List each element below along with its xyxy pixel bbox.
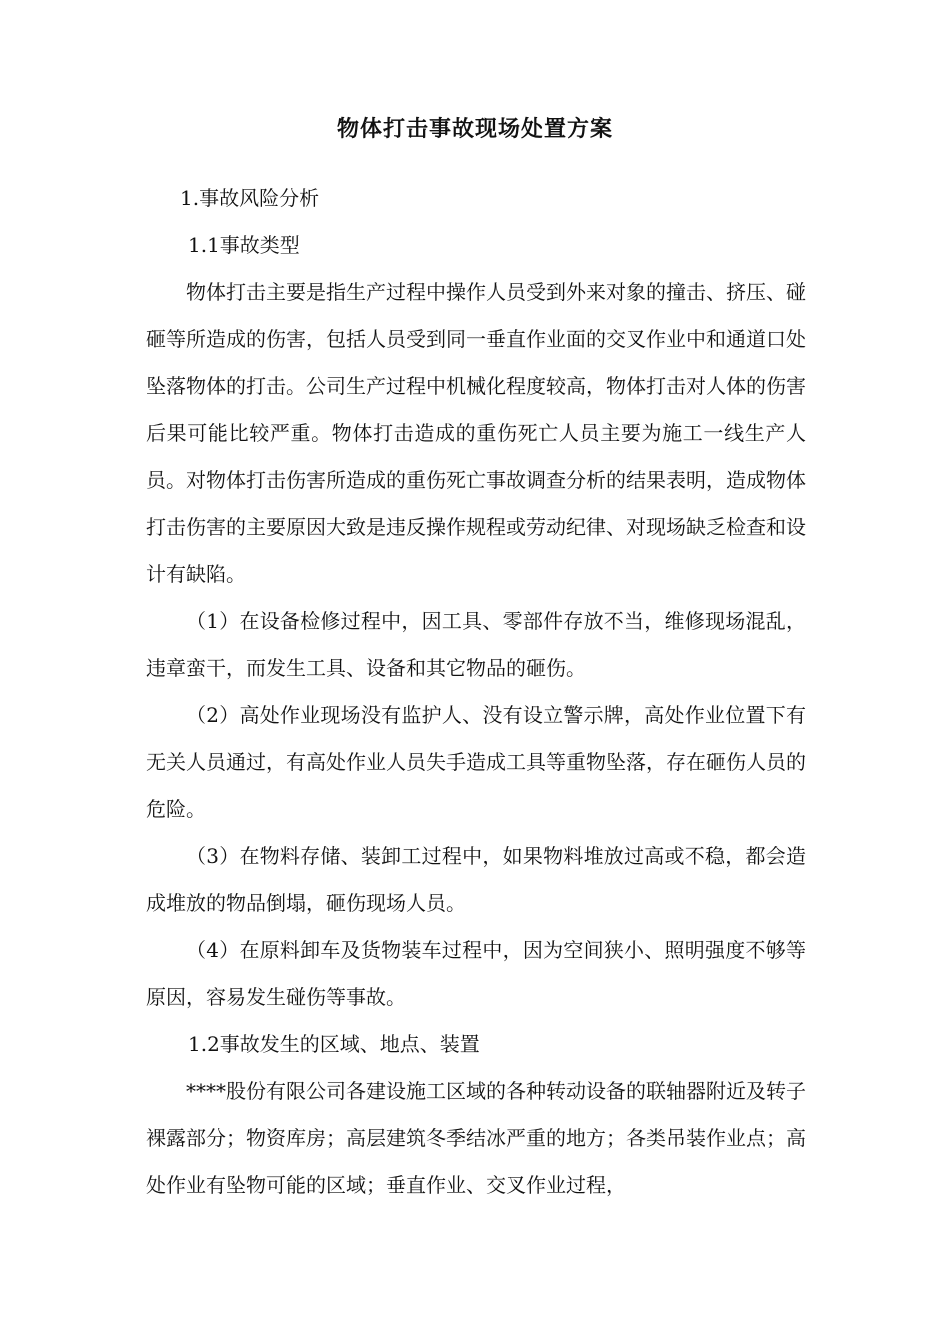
section-heading-1: 1.事故风险分析	[180, 186, 320, 210]
paragraph-areas: ****股份有限公司各建设施工区域的各种转动设备的联轴器附近及转子裸露部分；物资库房；高层建筑冬季结冰严重的地方；各类吊装作业点；高处作业有坠物可能的区域；垂直作业、交叉作业过程，	[146, 1079, 806, 1197]
paragraph-item-3: （3）在物料存储、装卸工过程中，如果物料堆放过高或不稳，都会造成堆放的物品倒塌，砸伤现场人员。	[146, 844, 806, 915]
paragraph-item-1: （1）在设备检修过程中，因工具、零部件存放不当，维修现场混乱，违章蛮干，而发生工具、设备和其它物品的砸伤。	[146, 609, 806, 680]
document-title: 物体打击事故现场处置方案	[336, 117, 613, 142]
subsection-heading-1-2: 1.2事故发生的区域、地点、装置	[188, 1032, 480, 1056]
document-body	[146, 175, 806, 1209]
paragraph-item-2: （2）高处作业现场没有监护人、没有设立警示牌，高处作业位置下有无关人员通过，有高处作业人员失手造成工具等重物坠落，存在砸伤人员的危险。	[146, 703, 806, 821]
paragraph-item-4: （4）在原料卸车及货物装车过程中，因为空间狭小、照明强度不够等原因，容易发生碰伤等事故。	[146, 938, 806, 1009]
subsection-heading-1-1: 1.1事故类型	[188, 233, 300, 257]
paragraph-accident-type: 物体打击主要是指生产过程中操作人员受到外来对象的撞击、挤压、碰砸等所造成的伤害，包括人员受到同一垂直作业面的交叉作业中和通道口处坠落物体的打击。公司生产过程中机械化程度较高，物体打击对人体的伤害后果可能比较严重。物体打击造成的重伤死亡人员主要为施工一线生产人员。对物体打击伤害所造成的重伤死亡事故调查分析的结果表明，造成物体打击伤害的主要原因大致是违反操作规程或劳动纪律、对现场缺乏检查和设计有缺陷。	[146, 280, 806, 586]
